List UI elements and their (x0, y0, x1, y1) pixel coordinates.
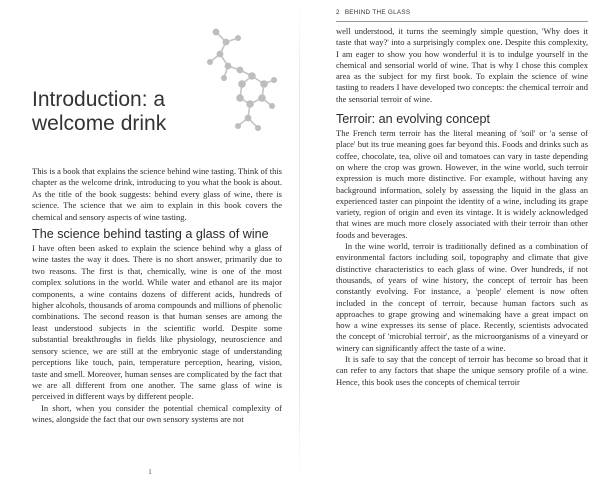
chapter-title-line-1: Introduction: a (32, 88, 166, 111)
science-paragraph-1: I have often been asked to explain the science behind why a glass of wine tastes the way it does. There is no short answer, primarily due to two reasons. The first is that, chemically, wine is one of the most complex solutions in the world. While water and ethanol are its major components, a wine contains dozens of different acids, hundreds of higher alcohols, thousands of aroma compounds and millions of phenolic combinations. The second reason is that human senses are among the least understood subjects in the scientific world. Despite some substantial breakthroughs in fields like physiology, neuroscience and sensory science, we are still at the embryonic stage of understanding perceptions like touch, pain, temperature perception, hearing, vision, taste and smell. Moreover, human senses are complicated by the fact that we are all different from one another. The same glass of wine is perceived in different ways by different people. (32, 243, 282, 402)
chapter-title (32, 88, 192, 136)
right-page (300, 0, 600, 480)
section-heading-science: The science behind tasting a glass of wine (32, 227, 269, 242)
terroir-paragraph-2: In the wine world, terroir is traditionally defined as a combination of environmental factors including soil, topography and climate that give distinctive characteristics to each glass of wine. Over hundreds, if not thousands, of years of wine history, the concept of terroir has been constantly evolving. For instance, a 'people' element is now often included in the concept of terroir, because human factors such as approaches to grape growing and winemaking have a great impact on how a wine expresses its sense of place. Recently, scientists advocated the concept of 'microbial terroir', as the microorganisms of a vineyard or winery can significantly affect the taste of a wine. (336, 241, 588, 353)
page-number-left: 1 (148, 468, 152, 476)
running-head (336, 9, 415, 16)
chapter-title-line-2: welcome drink (32, 112, 167, 135)
section-heading-terroir: Terroir: an evolving concept (336, 112, 491, 127)
running-head-rule (336, 21, 588, 22)
running-head-title: BEHIND THE GLASS (344, 9, 411, 16)
molecule-icon (196, 26, 278, 138)
science-paragraph-2: In short, when you consider the potential chemical complexity of wines, alongside the fact that our own sensory systems are not (32, 402, 282, 425)
continued-paragraph: well understood, it turns the seemingly simple question, 'Why does it taste that way?' into a surprisingly complex one. Despite this complexity, I am eager to show you how wonderful it is to indulge yourself in the chemical and sensorial world of wine. That is why I chose this complex area as the subject for my first book. To explain the science of wine tasting to readers I have developed two concepts: the chemical terroir and the sensorial terroir of wine. (336, 26, 588, 104)
terroir-paragraph-1: The French term terroir has the literal meaning of 'soil' or 'a sense of place' but its true meaning goes far beyond this. Foods and drinks such as coffee, chocolate, tea, olive oil and tomatoes can vary in taste depending on where the crop was grown. However, in the wine world, such terroir expression is much more distinctive. For example, without having any background information, solely by assessing the liquid in the glass an experienced taster can pinpoint the identity of a wine, including its grape variety, region of origin and even its vintage. It is widely acknowledged that wines are much more closely associated with their terroir than other foods and beverages. (336, 128, 588, 240)
intro-paragraph: This is a book that explains the science behind wine tasting. Think of this chapter as the welcome drink, introducing to you what the book is about. As the title of the book suggests: behind every glass of wine, there is science. The science that we aim to explain in this book covers the chemical and sensory aspects of wine tasting. (32, 166, 282, 222)
terroir-paragraph-3: It is safe to say that the concept of terroir has become so broad that it can refer to any factors that shape the unique sensory profile of a wine. Hence, this book uses the concepts of chemical terroir (336, 354, 588, 387)
running-head-page-number: 2 (336, 9, 340, 16)
right-body-text (336, 26, 588, 388)
left-body-text (32, 166, 282, 426)
